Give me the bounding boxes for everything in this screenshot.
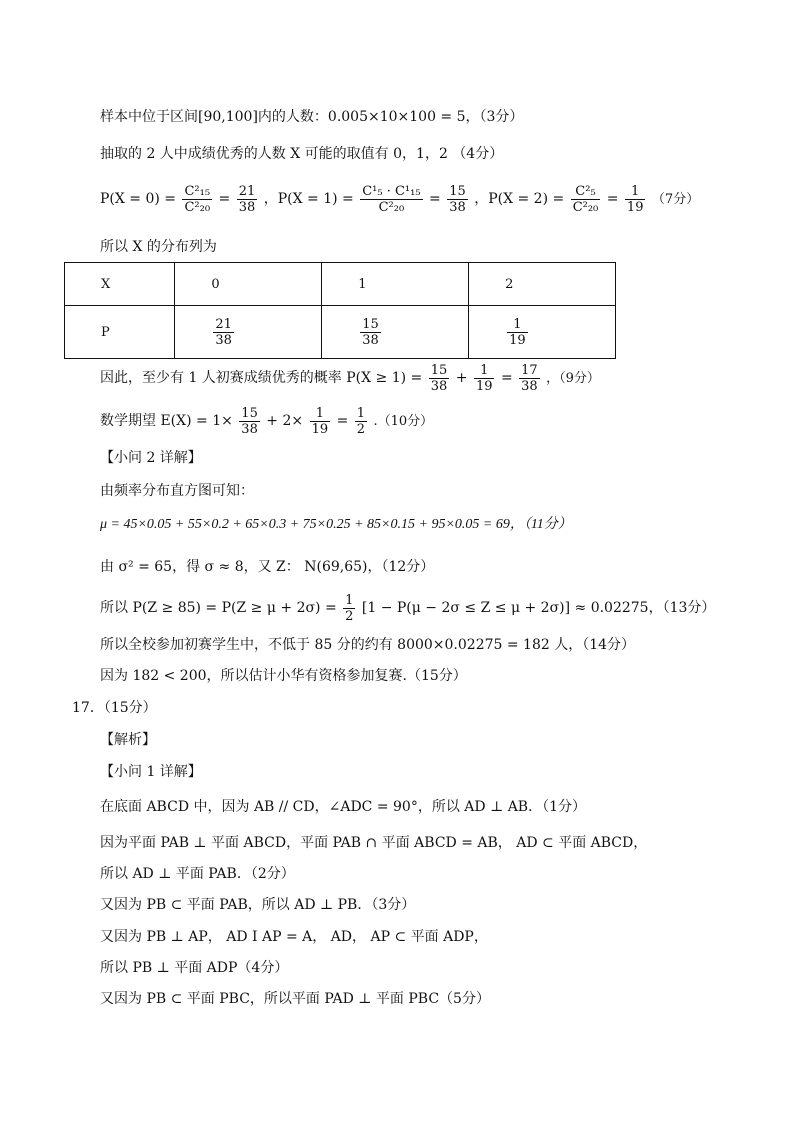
p-x0-label: P(X = 0) = — [100, 191, 177, 207]
line-expectation: 数学期望 E(X) = 1× $\frac{15}{38}$ + 2× $\frac{1}{19}$ = $\frac{1}{2}$ .（10分） — [100, 405, 434, 437]
line-at-least-one: 因此，至少有 1 人初赛成绩优秀的概率 P(X ≥ 1) = $\frac{15}{38}$ + $\frac{1}{19}$ = $\frac{17}{38}$ ，（9分） — [100, 362, 600, 394]
table-row — [65, 306, 616, 359]
line-probabilities: P(X = 0) = $\frac{\text{C²₁₅}}{\text{C²₂₀}}$ = $\frac{21}{38}$ ，P(X = 1) = $\frac{\text{C¹₅ · C¹₁₅}}{\text{C²₂₀}}$ = $\frac{15}{38}$ ，P(X = 2) = $\frac{\text{C²₅}}{\text{C²₂₀}}$ = $\frac{1}{19}$ （7分） — [100, 183, 700, 215]
line-x-values: 抽取的 2 人中成绩优秀的人数 X 可能的取值有 0，1，2 （4分） — [100, 146, 504, 162]
p-x1-label: ，P(X = 1) = — [263, 191, 354, 207]
table-header-2: 2 — [469, 263, 616, 306]
p-x0-value: $\frac{21}{38}$ — [238, 183, 256, 215]
line-conclusion: 因为 182 < 200，所以估计小华有资格参加复赛.（15分） — [100, 668, 467, 684]
table-row-label-p: P — [65, 306, 175, 359]
line-histogram-intro: 由频率分布直方图可知： — [100, 483, 254, 499]
distribution-table — [64, 262, 616, 359]
line-proof-1: 在底面 ABCD 中，因为 AB // CD，∠ADC = 90°，所以 AD ⊥ AB．（1分） — [100, 799, 586, 815]
p-x0-comb: $\frac{\text{C²₁₅}}{\text{C²₂₀}}$ — [184, 183, 211, 215]
line-proof-7: 又因为 PB ⊂ 平面 PBC，所以平面 PAD ⊥ 平面 PBC（5分） — [100, 991, 490, 1007]
table-cell-p1: $\frac{15}{38}$ — [322, 306, 469, 359]
section-heading-analysis: 【解析】 — [100, 732, 156, 748]
line-mean: μ = 45×0.05 + 55×0.2 + 65×0.3 + 75×0.25 + 85×0.15 + 95×0.05 = 69，（11分） — [100, 517, 572, 532]
p-x1-comb: $\frac{\text{C¹₅ · C¹₁₅}}{\text{C²₂₀}}$ — [362, 183, 421, 215]
line-distribution-intro: 所以 X 的分布列为 — [100, 239, 217, 255]
table-header-x: X — [65, 263, 175, 306]
line-proof-6: 所以 PB ⊥ 平面 ADP（4分） — [100, 960, 289, 976]
line-normal-probability: 所以 P(Z ≥ 85) = P(Z ≥ μ + 2σ) = $\frac{1}{2}$ [1 − P(μ − 2σ ≤ Z ≤ μ + 2σ)] ≈ 0.02275，（13分） — [100, 592, 716, 624]
line-student-count: 所以全校参加初赛学生中，不低于 85 分的约有 8000×0.02275 = 182 人，（14分） — [100, 637, 636, 653]
line-proof-5: 又因为 PB ⊥ AP， AD I AP = A， AD， AP ⊂ 平面 ADP， — [100, 929, 488, 945]
p-x2-label: ，P(X = 2) = — [474, 191, 565, 207]
table-row — [65, 263, 616, 306]
line-variance: 由 σ² = 65，得 σ ≈ 8，又 Z： N(69,65)，（12分） — [100, 559, 435, 575]
table-header-0: 0 — [175, 263, 322, 306]
section-heading-q2: 【小问 2 详解】 — [100, 450, 202, 466]
line-proof-2: 因为平面 PAB ⊥ 平面 ABCD，平面 PAB ∩ 平面 ABCD = AB， AD ⊂ 平面 ABCD， — [100, 835, 648, 851]
table-header-1: 1 — [322, 263, 469, 306]
p-x1-value: $\frac{15}{38}$ — [449, 183, 466, 215]
section-heading-q1: 【小问 1 详解】 — [100, 764, 202, 780]
p-x2-comb: $\frac{\text{C²₅}}{\text{C²₂₀}}$ — [572, 183, 599, 215]
table-cell-p2: $\frac{1}{19}$ — [469, 306, 616, 359]
line-proof-3: 所以 AD ⊥ 平面 PAB．（2分） — [100, 866, 295, 882]
p-x2-value: $\frac{1}{19}$ — [626, 183, 644, 215]
question-17-heading: 17．（15分） — [72, 700, 157, 716]
table-cell-p0: $\frac{21}{38}$ — [175, 306, 322, 359]
line-proof-4: 又因为 PB ⊂ 平面 PAB，所以 AD ⊥ PB．（3分） — [100, 897, 416, 913]
line-sample-count: 样本中位于区间[90,100]内的人数：0.005×10×100 = 5，（3分） — [100, 109, 524, 125]
points-7: （7分） — [651, 192, 700, 207]
